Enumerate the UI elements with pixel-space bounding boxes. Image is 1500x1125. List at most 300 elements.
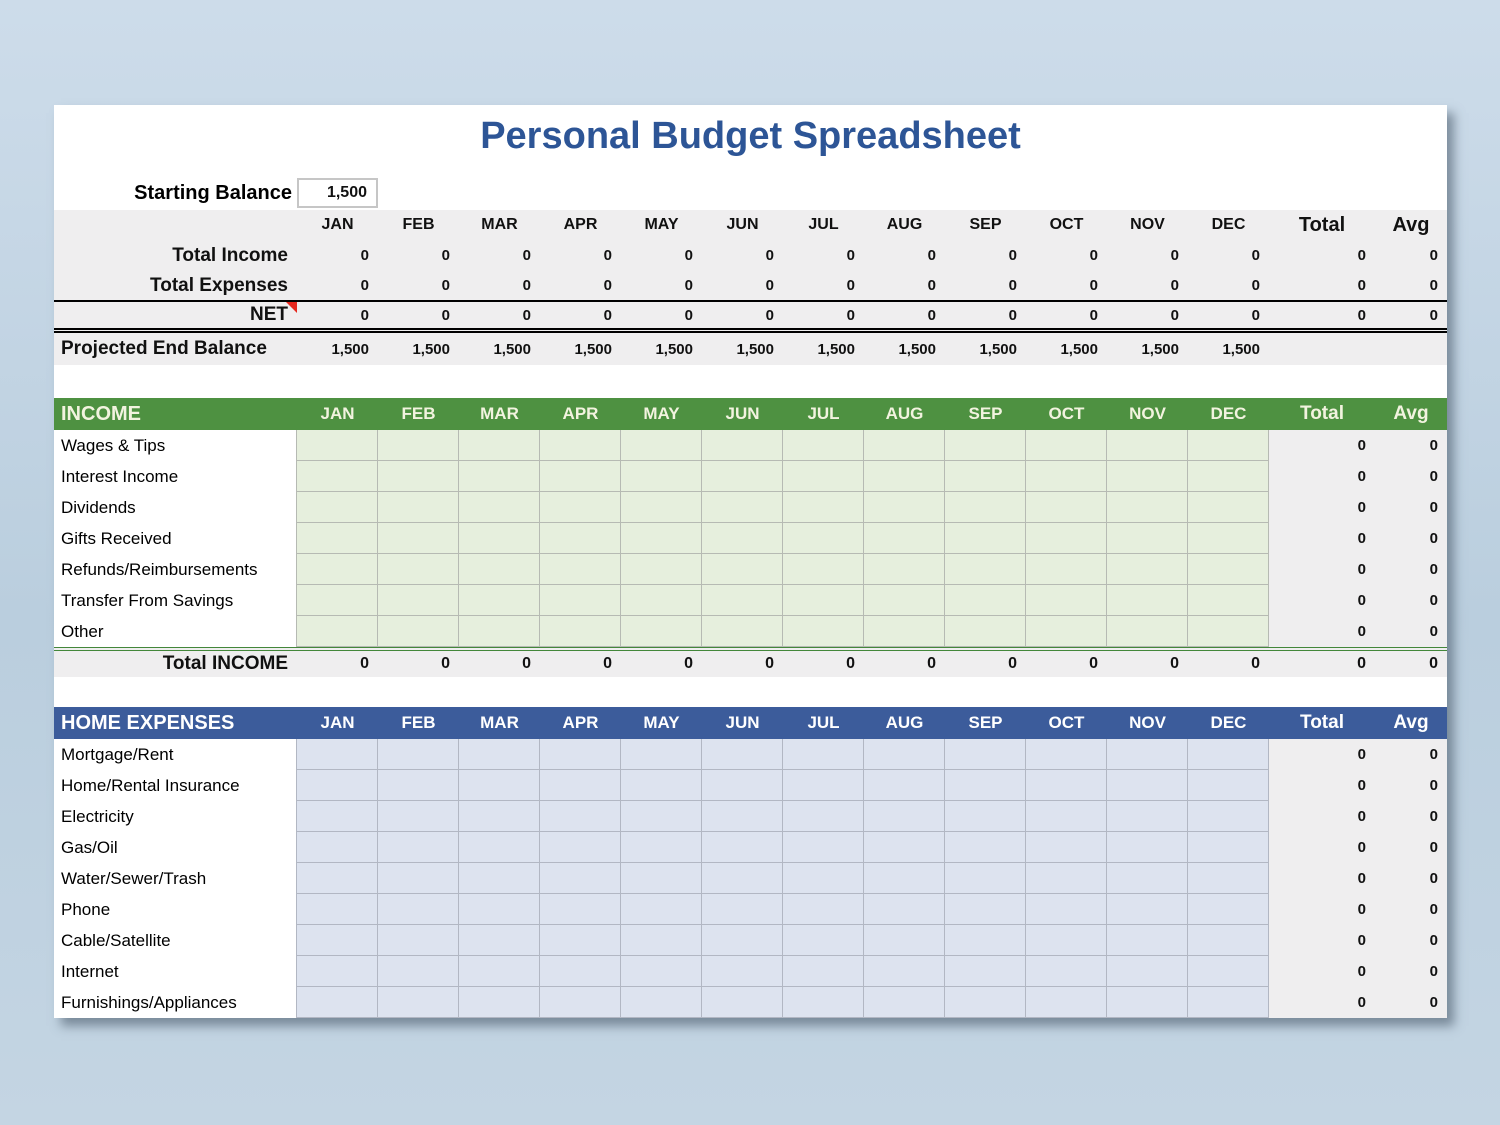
income-data-cell[interactable]: [459, 492, 540, 523]
income-data-cell[interactable]: [378, 523, 459, 554]
expense-data-cell[interactable]: [864, 894, 945, 925]
comment-marker-icon: [286, 302, 297, 313]
summary-corner: [54, 210, 297, 240]
cell-value: 0: [522, 306, 531, 324]
expense-data-cell[interactable]: [702, 770, 783, 801]
expense-data-cell[interactable]: [864, 925, 945, 956]
cell-value: 0: [927, 655, 936, 672]
cell-value: 1,500: [493, 340, 531, 358]
income-data-cell[interactable]: [864, 492, 945, 523]
income-section-header: INCOME: [61, 402, 141, 425]
income-data-cell[interactable]: [1107, 616, 1188, 647]
expense-row: [54, 832, 1447, 863]
column-header-month: FEB: [401, 713, 436, 732]
expense-data-cell[interactable]: [540, 925, 621, 956]
expense-data-cell[interactable]: [1026, 801, 1107, 832]
income-data-cell[interactable]: [1188, 492, 1269, 523]
income-data-cell[interactable]: [1188, 430, 1269, 461]
row-label: Total Income: [172, 244, 288, 266]
total-value: 0: [1357, 306, 1366, 324]
expense-data-cell[interactable]: [702, 739, 783, 770]
income-data-cell[interactable]: [1188, 523, 1269, 554]
income-data-cell[interactable]: [945, 492, 1026, 523]
cell-value: 1,500: [736, 340, 774, 358]
income-data-cell[interactable]: [459, 585, 540, 616]
expense-row-label: Mortgage/Rent: [54, 739, 297, 770]
expense-data-cell[interactable]: [459, 987, 540, 1018]
income-data-cell[interactable]: [702, 616, 783, 647]
income-data-cell[interactable]: [621, 492, 702, 523]
income-data-cell[interactable]: [702, 461, 783, 492]
expense-data-cell[interactable]: [1026, 863, 1107, 894]
income-data-cell[interactable]: [783, 430, 864, 461]
expense-data-cell[interactable]: [864, 863, 945, 894]
income-data-cell[interactable]: [297, 616, 378, 647]
cell-value: 0: [603, 655, 612, 672]
income-data-cell[interactable]: [945, 585, 1026, 616]
expense-data-cell[interactable]: [1188, 956, 1269, 987]
income-data-cell[interactable]: [1026, 554, 1107, 585]
income-data-cell[interactable]: [864, 554, 945, 585]
expense-data-cell[interactable]: [864, 987, 945, 1018]
expense-data-cell[interactable]: [1107, 770, 1188, 801]
cell-value: 1,500: [655, 340, 693, 358]
cell-value: 0: [765, 247, 774, 264]
expense-data-cell[interactable]: [1188, 863, 1269, 894]
expense-data-cell[interactable]: [621, 801, 702, 832]
expense-data-cell[interactable]: [783, 832, 864, 863]
expense-data-cell[interactable]: [1107, 832, 1188, 863]
expense-data-cell[interactable]: [945, 956, 1026, 987]
income-data-cell[interactable]: [1188, 616, 1269, 647]
expense-data-cell[interactable]: [540, 801, 621, 832]
income-total-label: Total INCOME: [162, 653, 288, 674]
income-row-label: Other: [54, 616, 297, 647]
cell-value: 1,500: [1222, 340, 1260, 358]
income-data-cell[interactable]: [702, 554, 783, 585]
avg-value: 0: [1429, 655, 1438, 672]
column-header-month: NOV: [1129, 713, 1166, 732]
expense-data-cell[interactable]: [297, 925, 378, 956]
expense-data-cell[interactable]: [297, 987, 378, 1018]
expense-data-cell[interactable]: [1188, 770, 1269, 801]
cell-value: 1,500: [817, 340, 855, 358]
income-data-cell[interactable]: [783, 585, 864, 616]
expense-data-cell[interactable]: [1026, 739, 1107, 770]
expense-data-cell[interactable]: [297, 770, 378, 801]
income-data-cell[interactable]: [1107, 585, 1188, 616]
income-data-cell[interactable]: [945, 430, 1026, 461]
expense-data-cell[interactable]: [621, 832, 702, 863]
cell-value: 0: [1170, 655, 1179, 672]
expense-data-cell[interactable]: [1026, 894, 1107, 925]
expense-row-label: Water/Sewer/Trash: [54, 863, 297, 894]
expense-row: [54, 987, 1447, 1018]
cell-value: 0: [684, 655, 693, 672]
expense-data-cell[interactable]: [1188, 739, 1269, 770]
expense-row: [54, 894, 1447, 925]
income-data-cell[interactable]: [945, 616, 1026, 647]
expense-data-cell[interactable]: [621, 739, 702, 770]
expense-data-cell[interactable]: [1026, 925, 1107, 956]
expense-data-cell[interactable]: [1188, 894, 1269, 925]
expense-data-cell[interactable]: [1026, 987, 1107, 1018]
column-header-month: SEP: [968, 713, 1003, 732]
expense-data-cell[interactable]: [378, 770, 459, 801]
expense-data-cell[interactable]: [702, 863, 783, 894]
expense-section-header: HOME EXPENSES: [61, 711, 235, 734]
income-data-cell[interactable]: [621, 616, 702, 647]
expense-data-cell[interactable]: [945, 987, 1026, 1018]
expense-data-cell[interactable]: [297, 894, 378, 925]
income-data-cell[interactable]: [540, 616, 621, 647]
income-data-cell[interactable]: [459, 430, 540, 461]
expense-data-cell[interactable]: [459, 956, 540, 987]
expense-data-cell[interactable]: [945, 770, 1026, 801]
cell-value: 0: [603, 247, 612, 264]
expense-avg-value: 0: [1375, 863, 1447, 894]
income-data-cell[interactable]: [540, 430, 621, 461]
column-header-total: Total: [1300, 712, 1344, 733]
cell-value: 0: [765, 277, 774, 294]
expense-data-cell[interactable]: [459, 770, 540, 801]
expense-data-cell[interactable]: [864, 956, 945, 987]
column-header-month: DEC: [1210, 404, 1247, 423]
cell-value: 0: [603, 277, 612, 294]
income-data-cell[interactable]: [702, 585, 783, 616]
cell-value: 0: [441, 655, 450, 672]
income-data-cell[interactable]: [1026, 616, 1107, 647]
income-data-cell[interactable]: [1188, 585, 1269, 616]
expense-data-cell[interactable]: [783, 801, 864, 832]
income-data-cell[interactable]: [945, 461, 1026, 492]
expense-total-value: 0: [1269, 801, 1375, 832]
expense-data-cell[interactable]: [378, 863, 459, 894]
income-data-cell[interactable]: [864, 461, 945, 492]
income-data-cell[interactable]: [297, 461, 378, 492]
income-data-cell[interactable]: [297, 554, 378, 585]
expense-data-cell[interactable]: [1188, 801, 1269, 832]
expense-data-cell[interactable]: [1107, 894, 1188, 925]
cell-value: 0: [1089, 277, 1098, 294]
income-data-cell[interactable]: [945, 554, 1026, 585]
income-data-cell[interactable]: [540, 492, 621, 523]
cell-value: 0: [1170, 247, 1179, 264]
income-total-value: 0: [1269, 585, 1375, 616]
avg-value: 0: [1429, 306, 1438, 324]
expense-data-cell[interactable]: [702, 832, 783, 863]
cell-value: 0: [765, 306, 774, 324]
income-data-cell[interactable]: [864, 430, 945, 461]
income-data-cell[interactable]: [1026, 523, 1107, 554]
expense-data-cell[interactable]: [702, 956, 783, 987]
income-data-cell[interactable]: [621, 585, 702, 616]
income-data-cell[interactable]: [1107, 492, 1188, 523]
expense-data-cell[interactable]: [945, 739, 1026, 770]
expense-total-value: 0: [1269, 739, 1375, 770]
cell-value: 1,500: [1060, 340, 1098, 358]
expense-data-cell[interactable]: [945, 832, 1026, 863]
income-data-cell[interactable]: [621, 554, 702, 585]
expense-data-cell[interactable]: [945, 925, 1026, 956]
expense-data-cell[interactable]: [702, 894, 783, 925]
income-data-cell[interactable]: [1107, 554, 1188, 585]
expense-data-cell[interactable]: [864, 770, 945, 801]
expense-data-cell[interactable]: [783, 956, 864, 987]
expense-data-cell[interactable]: [297, 801, 378, 832]
expense-data-cell[interactable]: [297, 739, 378, 770]
expense-data-cell[interactable]: [378, 956, 459, 987]
expense-data-cell[interactable]: [864, 832, 945, 863]
expense-data-cell[interactable]: [702, 801, 783, 832]
income-data-cell[interactable]: [783, 461, 864, 492]
income-data-cell[interactable]: [621, 461, 702, 492]
income-avg-value: 0: [1375, 461, 1447, 492]
starting-balance-input[interactable]: 1,500: [297, 178, 378, 208]
expense-data-cell[interactable]: [783, 739, 864, 770]
expense-data-cell[interactable]: [621, 863, 702, 894]
expense-data-cell[interactable]: [783, 770, 864, 801]
expense-data-cell[interactable]: [783, 987, 864, 1018]
income-data-cell[interactable]: [378, 554, 459, 585]
income-row: [54, 616, 1447, 647]
expense-row: [54, 925, 1447, 956]
income-total-value: 0: [1269, 461, 1375, 492]
column-header-total: Total: [1298, 213, 1346, 236]
total-value: 0: [1357, 655, 1366, 672]
column-header-month: JUN: [725, 713, 760, 732]
expense-row-label: Electricity: [54, 801, 297, 832]
income-data-cell[interactable]: [1107, 523, 1188, 554]
cell-value: 0: [603, 306, 612, 324]
expense-data-cell[interactable]: [378, 801, 459, 832]
income-data-cell[interactable]: [540, 554, 621, 585]
expense-data-cell[interactable]: [459, 894, 540, 925]
expense-data-cell[interactable]: [621, 894, 702, 925]
income-data-cell[interactable]: [702, 430, 783, 461]
column-header-month: OCT: [1049, 216, 1084, 233]
income-data-cell[interactable]: [864, 585, 945, 616]
cell-value: 1,500: [898, 340, 936, 358]
income-data-cell[interactable]: [864, 616, 945, 647]
expense-total-value: 0: [1269, 987, 1375, 1018]
expense-data-cell[interactable]: [1188, 925, 1269, 956]
expense-data-cell[interactable]: [702, 925, 783, 956]
column-header-month: OCT: [1048, 713, 1085, 732]
column-header-month: SEP: [969, 216, 1002, 233]
home-expenses-table: [54, 707, 1447, 1018]
expense-data-cell[interactable]: [945, 863, 1026, 894]
expense-row-label: Furnishings/Appliances: [54, 987, 297, 1018]
expense-data-cell[interactable]: [1107, 863, 1188, 894]
column-header-month: FEB: [401, 404, 436, 423]
cell-value: 0: [441, 247, 450, 264]
cell-value: 0: [1008, 277, 1017, 294]
expense-data-cell[interactable]: [864, 739, 945, 770]
header-row: [54, 707, 1447, 739]
expense-data-cell[interactable]: [945, 894, 1026, 925]
cell-value: 0: [765, 655, 774, 672]
cell-value: 1,500: [574, 340, 612, 358]
expense-data-cell[interactable]: [783, 863, 864, 894]
expense-data-cell[interactable]: [1188, 832, 1269, 863]
expense-data-cell[interactable]: [621, 770, 702, 801]
income-data-cell[interactable]: [378, 616, 459, 647]
expense-data-cell[interactable]: [702, 987, 783, 1018]
expense-data-cell[interactable]: [459, 925, 540, 956]
income-data-cell[interactable]: [378, 585, 459, 616]
income-data-cell[interactable]: [540, 585, 621, 616]
expense-data-cell[interactable]: [621, 956, 702, 987]
expense-data-cell[interactable]: [540, 956, 621, 987]
cell-value: 0: [846, 247, 855, 264]
expense-data-cell[interactable]: [378, 739, 459, 770]
income-data-cell[interactable]: [621, 523, 702, 554]
cell-value: 0: [1251, 655, 1260, 672]
expense-data-cell[interactable]: [378, 925, 459, 956]
expense-total-value: 0: [1269, 956, 1375, 987]
cell-value: 0: [927, 306, 936, 324]
expense-data-cell[interactable]: [945, 801, 1026, 832]
column-header-month: JUL: [807, 713, 840, 732]
income-avg-value: 0: [1375, 554, 1447, 585]
expense-data-cell[interactable]: [297, 863, 378, 894]
income-total-row: [54, 647, 1447, 677]
expense-data-cell[interactable]: [1188, 987, 1269, 1018]
income-data-cell[interactable]: [621, 430, 702, 461]
income-data-cell[interactable]: [540, 523, 621, 554]
expense-total-value: 0: [1269, 832, 1375, 863]
column-header-month: AUG: [886, 216, 923, 233]
column-header-month: MAR: [480, 713, 519, 732]
income-data-cell[interactable]: [783, 492, 864, 523]
expense-data-cell[interactable]: [783, 925, 864, 956]
income-data-cell[interactable]: [378, 461, 459, 492]
expense-row-label: Phone: [54, 894, 297, 925]
expense-data-cell[interactable]: [1107, 925, 1188, 956]
income-data-cell[interactable]: [864, 523, 945, 554]
cell-value: 0: [360, 655, 369, 672]
cell-value: 0: [441, 277, 450, 294]
expense-row: [54, 863, 1447, 894]
expense-avg-value: 0: [1375, 894, 1447, 925]
income-data-cell[interactable]: [378, 492, 459, 523]
cell-value: 0: [1251, 247, 1260, 264]
income-data-cell[interactable]: [1188, 554, 1269, 585]
expense-data-cell[interactable]: [459, 801, 540, 832]
income-data-cell[interactable]: [459, 461, 540, 492]
column-header-month: APR: [562, 713, 599, 732]
summary-row: [54, 271, 1447, 302]
summary-row: [54, 302, 1447, 333]
expense-data-cell[interactable]: [864, 801, 945, 832]
income-data-cell[interactable]: [1026, 585, 1107, 616]
income-data-cell[interactable]: [459, 554, 540, 585]
expense-data-cell[interactable]: [540, 894, 621, 925]
expense-data-cell[interactable]: [540, 739, 621, 770]
income-data-cell[interactable]: [1188, 461, 1269, 492]
summary-row-projected: [54, 333, 1447, 365]
row-label: Projected End Balance: [61, 338, 267, 359]
income-data-cell[interactable]: [945, 523, 1026, 554]
income-data-cell[interactable]: [783, 616, 864, 647]
expense-data-cell[interactable]: [621, 925, 702, 956]
column-header-month: NOV: [1129, 404, 1166, 423]
income-total-value: 0: [1269, 523, 1375, 554]
income-data-cell[interactable]: [702, 492, 783, 523]
expense-data-cell[interactable]: [540, 863, 621, 894]
expense-data-cell[interactable]: [540, 770, 621, 801]
avg-value: 0: [1429, 247, 1438, 264]
expense-data-cell[interactable]: [297, 832, 378, 863]
cell-value: 0: [1251, 306, 1260, 324]
expense-data-cell[interactable]: [297, 956, 378, 987]
income-data-cell[interactable]: [297, 523, 378, 554]
expense-data-cell[interactable]: [783, 894, 864, 925]
cell-value: 1,500: [1141, 340, 1179, 358]
income-data-cell[interactable]: [1026, 492, 1107, 523]
row-label: NET: [54, 302, 297, 328]
expense-data-cell[interactable]: [1026, 832, 1107, 863]
cell-value: 0: [1170, 277, 1179, 294]
expense-data-cell[interactable]: [459, 739, 540, 770]
cell-value: 0: [684, 277, 693, 294]
expense-data-cell[interactable]: [1026, 770, 1107, 801]
expense-data-cell[interactable]: [459, 863, 540, 894]
expense-data-cell[interactable]: [1107, 987, 1188, 1018]
income-data-cell[interactable]: [297, 492, 378, 523]
income-data-cell[interactable]: [1026, 461, 1107, 492]
expense-row-label: Internet: [54, 956, 297, 987]
income-data-cell[interactable]: [1107, 461, 1188, 492]
column-header-month: AUG: [885, 404, 924, 423]
income-total-value: 0: [1269, 554, 1375, 585]
income-avg-value: 0: [1375, 616, 1447, 647]
expense-data-cell[interactable]: [378, 894, 459, 925]
column-header-month: FEB: [402, 216, 435, 233]
expense-data-cell[interactable]: [459, 832, 540, 863]
cell-value: 1,500: [331, 340, 369, 358]
income-data-cell[interactable]: [459, 616, 540, 647]
expense-data-cell[interactable]: [621, 987, 702, 1018]
income-data-cell[interactable]: [1026, 430, 1107, 461]
income-data-cell[interactable]: [783, 554, 864, 585]
expense-data-cell[interactable]: [1107, 739, 1188, 770]
income-data-cell[interactable]: [459, 523, 540, 554]
income-data-cell[interactable]: [702, 523, 783, 554]
starting-balance-label: Starting Balance: [134, 181, 292, 204]
expense-avg-value: 0: [1375, 832, 1447, 863]
income-data-cell[interactable]: [378, 430, 459, 461]
expense-data-cell[interactable]: [1026, 956, 1107, 987]
expense-data-cell[interactable]: [1107, 801, 1188, 832]
expense-avg-value: 0: [1375, 956, 1447, 987]
expense-data-cell[interactable]: [1107, 956, 1188, 987]
income-data-cell[interactable]: [297, 430, 378, 461]
income-data-cell[interactable]: [297, 585, 378, 616]
expense-data-cell[interactable]: [378, 832, 459, 863]
cell-value: 0: [1089, 247, 1098, 264]
expense-row: [54, 801, 1447, 832]
expense-data-cell[interactable]: [378, 987, 459, 1018]
expense-total-value: 0: [1269, 863, 1375, 894]
expense-data-cell[interactable]: [540, 832, 621, 863]
income-data-cell[interactable]: [540, 461, 621, 492]
income-data-cell[interactable]: [1107, 430, 1188, 461]
expense-avg-value: 0: [1375, 739, 1447, 770]
expense-data-cell[interactable]: [540, 987, 621, 1018]
income-data-cell[interactable]: [783, 523, 864, 554]
